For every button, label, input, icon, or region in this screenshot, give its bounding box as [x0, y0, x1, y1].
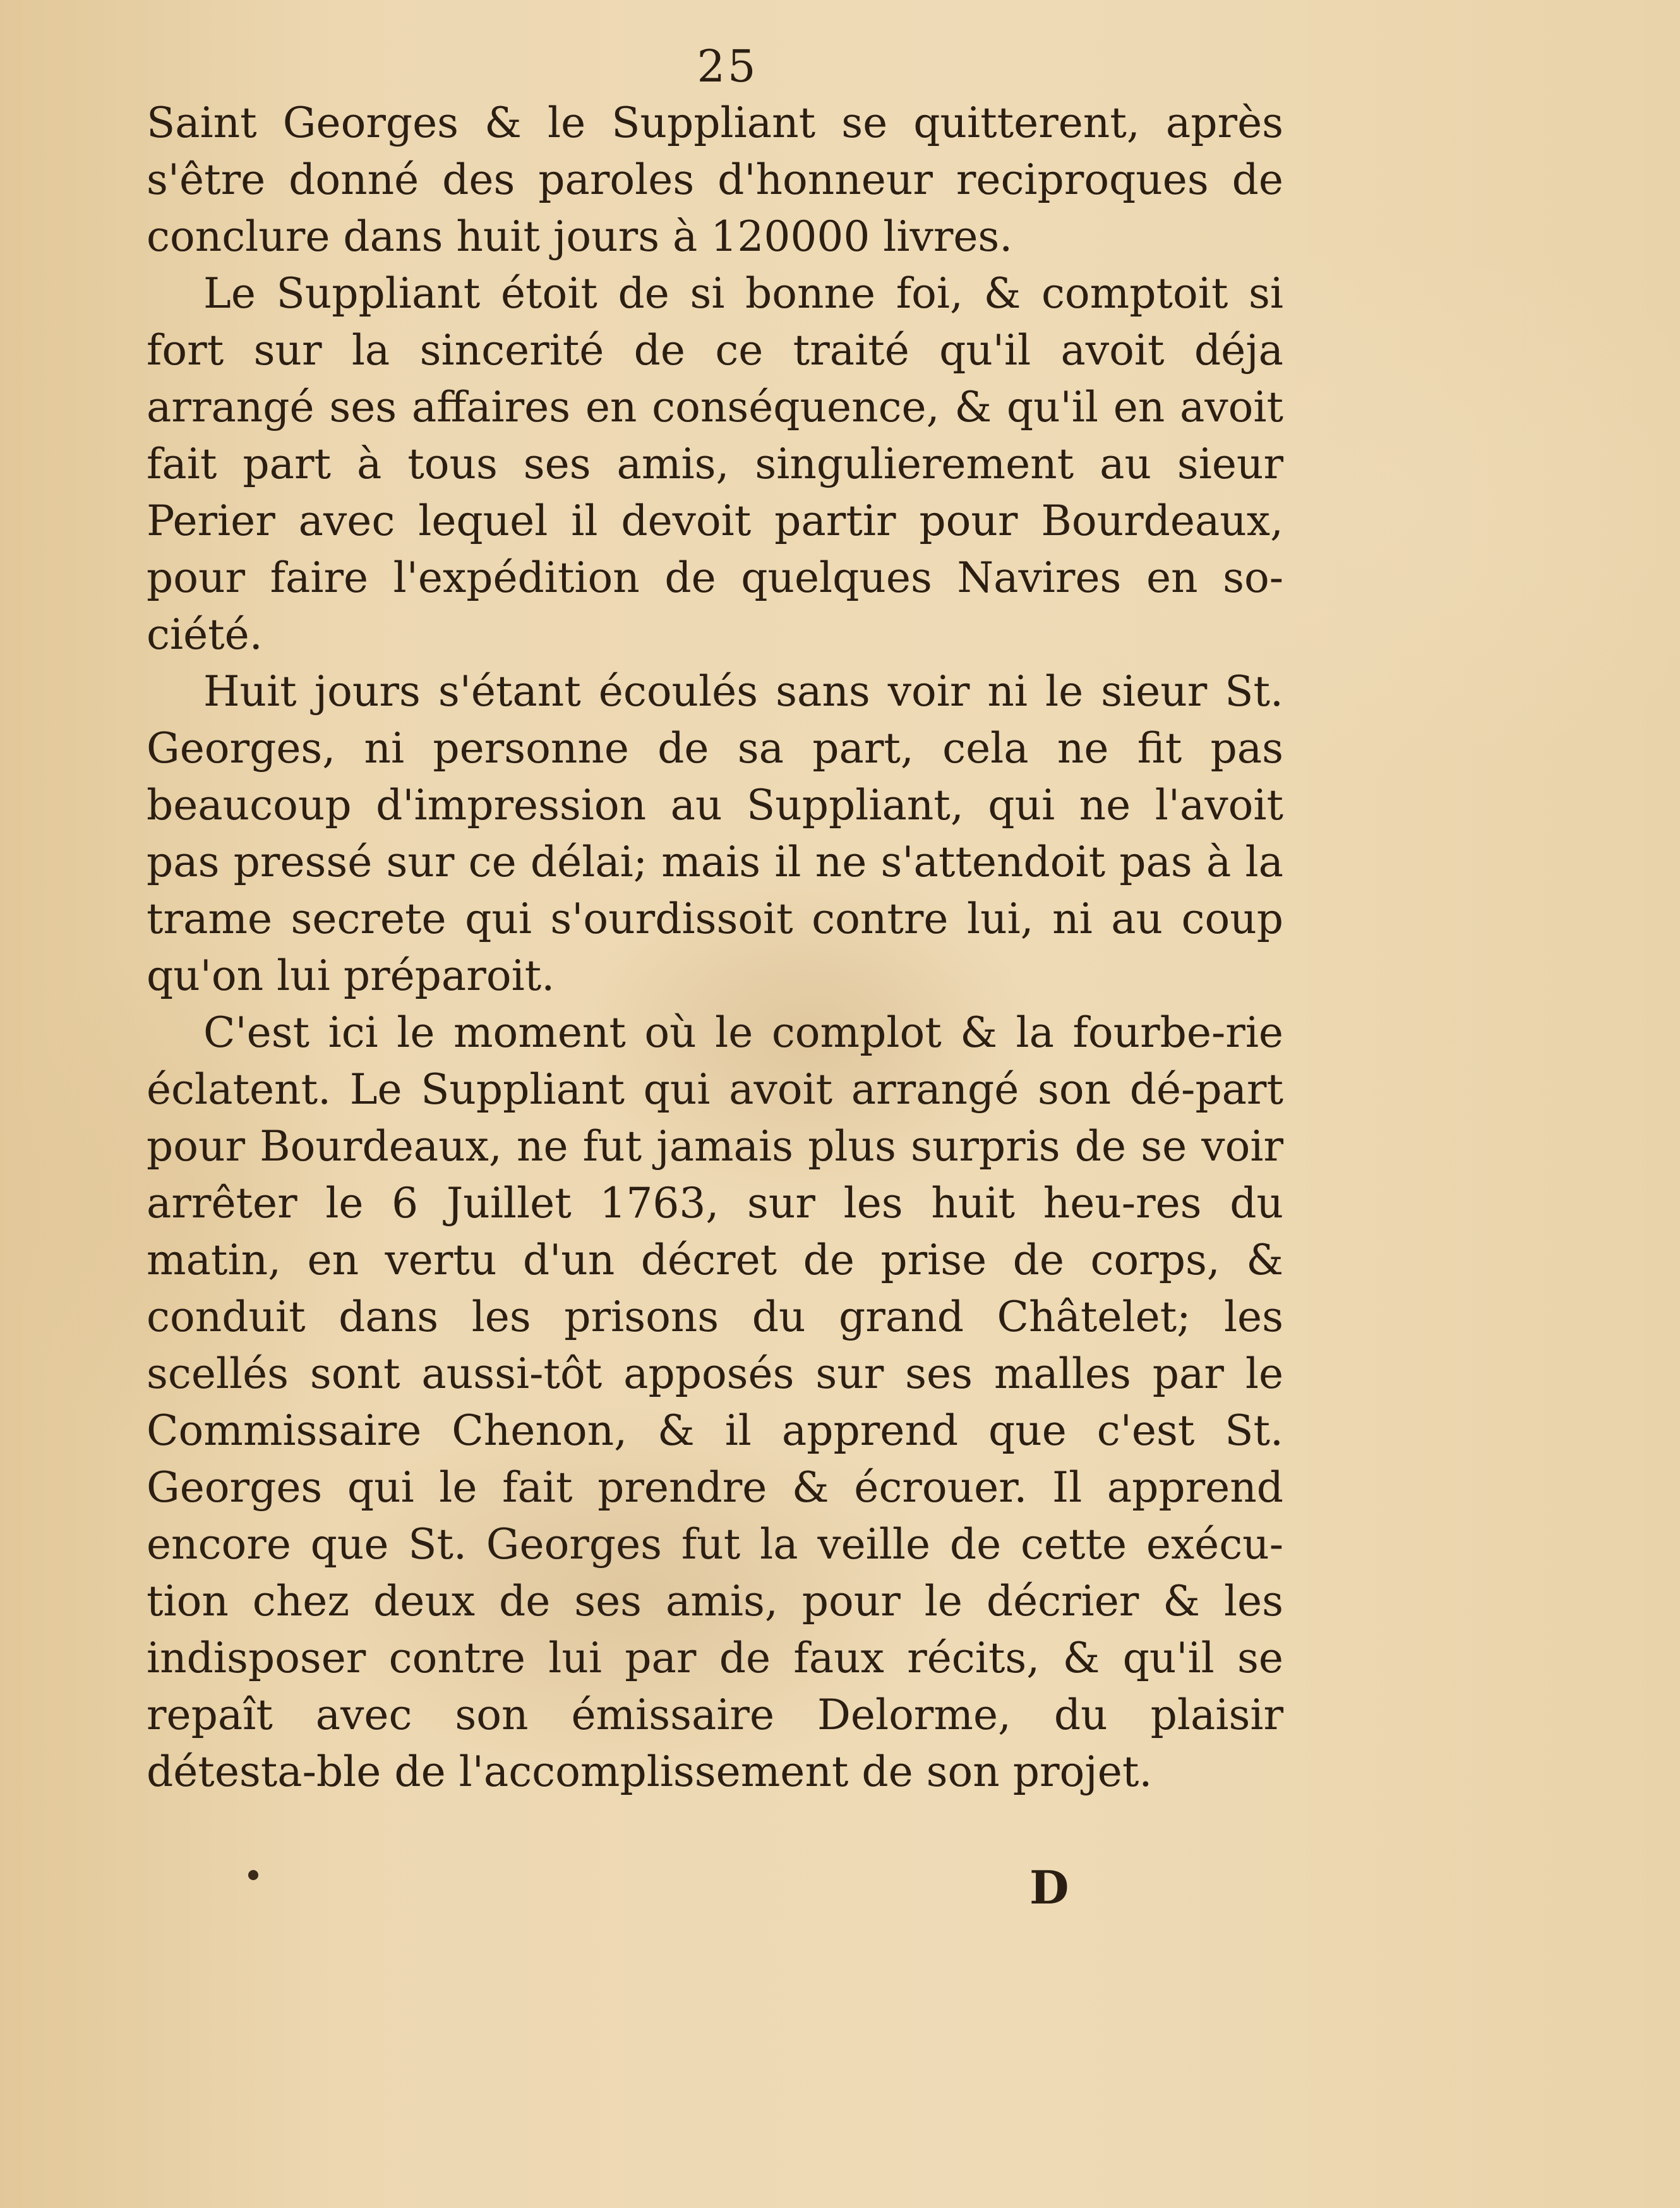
page-text-block [147, 38, 1283, 1801]
paragraph-1: Saint Georges & le Suppliant se quitterent, après s'être donné des paroles d'honneur reciproques de conclure dans huit jours à 120000 livres. [147, 99, 1283, 261]
ink-speck [248, 1870, 258, 1880]
paragraph-2: Le Suppliant étoit de si bonne foi, & comptoit si fort sur la sincerité de ce traité qu'il avoit déja arrangé ses affaires en conséquence, & qu'il en avoit fait part à tous ses amis, singulierement au sieur Perier avec lequel il devoit partir pour Bourdeaux, pour faire l'expédition de quelques Navires en so-ciété. [147, 269, 1283, 659]
signature-mark: D [1029, 1861, 1069, 1914]
paragraph-3: Huit jours s'étant écoulés sans voir ni le sieur St. Georges, ni personne de sa part, cela ne fit pas beaucoup d'impression au Suppliant, qui ne l'avoit pas pressé sur ce délai; mais il ne s'attendoit pas à la trame secrete qui s'ourdissoit contre lui, ni au coup qu'on lui préparoit. [147, 667, 1283, 1000]
page-number: 25 [697, 40, 759, 92]
paragraph-4: C'est ici le moment où le complot & la fourbe-rie éclatent. Le Suppliant qui avoit arrangé son dé-part pour Bourdeaux, ne fut jamais plus surpris de se voir arrêter le 6 Juillet 1763, sur les huit heu-res du matin, en vertu d'un décret de prise de corps, & conduit dans les prisons du grand Châtelet; les scellés sont aussi-tôt apposés sur ses malles par le Commissaire Chenon, & il apprend que c'est St. Georges qui le fait prendre & écrouer. Il apprend encore que St. Georges fut la veille de cette exécu-tion chez deux de ses amis, pour le décrier & les indisposer contre lui par de faux récits, & qu'il se repaît avec son émissaire Delorme, du plaisir détesta-ble de l'accomplissement de son projet. [147, 1008, 1283, 1796]
